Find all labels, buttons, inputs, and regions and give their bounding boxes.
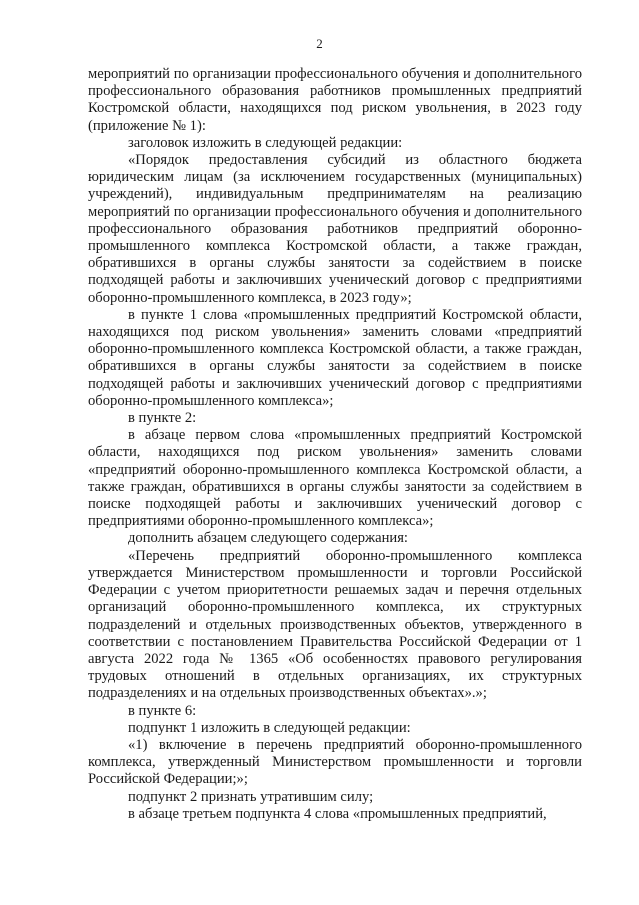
paragraph-7: дополнить абзацем следующего содержания:	[128, 530, 408, 547]
paragraph-9: в пункте 6:	[128, 702, 197, 719]
paragraph-11: «1) включение в перечень предприятий оборонно-промышленного комплекса, утвержденный Министерством промышленности и торговли Российской Федерации;»;	[88, 736, 582, 788]
paragraph-6: в абзаце первом слова «промышленных предприятий Костромской области, находящихся под риском увольнения» заменить словами «предприятий оборонно-промышленного комплекса Костромской области, а также граждан, обратившихся в органы службы занятости за содействием в поиске подходящей работы и заключивших ученический договор с предприятиями оборонно-промышленного комплекса»;	[88, 427, 582, 530]
page-number: 2	[316, 36, 323, 51]
paragraph-5: в пункте 2:	[128, 410, 197, 427]
paragraph-3: «Порядок предоставления субсидий из областного бюджета юридическим лицам (за исключением государственных (муниципальных) учреждений), индивидуальным предпринимателям на реализацию мероприятий по организации профессионального обучения и дополнительного профессионального образования работников предприятий оборонно-промышленного комплекса Костромской области, а также граждан, обратившихся в органы службы занятости за содействием в поиске подходящей работы и заключивших ученический договор с предприятиями оборонно-промышленного комплекса, в 2023 году»;	[88, 152, 582, 306]
paragraph-4: в пункте 1 слова «промышленных предприятий Костромской области, находящихся под риском увольнения» заменить словами «предприятий оборонно-промышленного комплекса Костромской области, а также граждан, обратившихся в органы службы занятости за содействием в поиске подходящей работы и заключивших ученический договор с предприятиями оборонно-промышленного комплекса»;	[88, 306, 582, 409]
paragraph-10: подпункт 1 изложить в следующей редакции:	[128, 719, 411, 736]
paragraph-2: заголовок изложить в следующей редакции:	[128, 134, 403, 151]
paragraph-8: «Перечень предприятий оборонно-промышленного комплекса утверждается Министерством промышленности и торговли Российской Федерации с учетом приоритетности решаемых задач и перечня отдельных организаций оборонно-промышленного комплекса, их структурных подразделений и отдельных производственных объектов, утвержденного в соответствии с постановлением Правительства Российской Федерации от 1 августа 2022 года № 1365 «Об особенностях правового регулирования трудовых отношений в отдельных организациях, их структурных подразделениях и на отдельных производственных объектах».»;	[88, 547, 582, 702]
paragraph-12: подпункт 2 признать утратившим силу;	[128, 788, 374, 805]
paragraph-13: в абзаце третьем подпункта 4 слова «промышленных предприятий,	[128, 805, 547, 822]
document-body	[88, 66, 582, 823]
paragraph-1: мероприятий по организации профессионального обучения и дополнительного профессионального образования работников промышленных предприятий Костромской области, находящихся под риском увольнения, в 2023 году (приложение № 1):	[88, 66, 582, 134]
